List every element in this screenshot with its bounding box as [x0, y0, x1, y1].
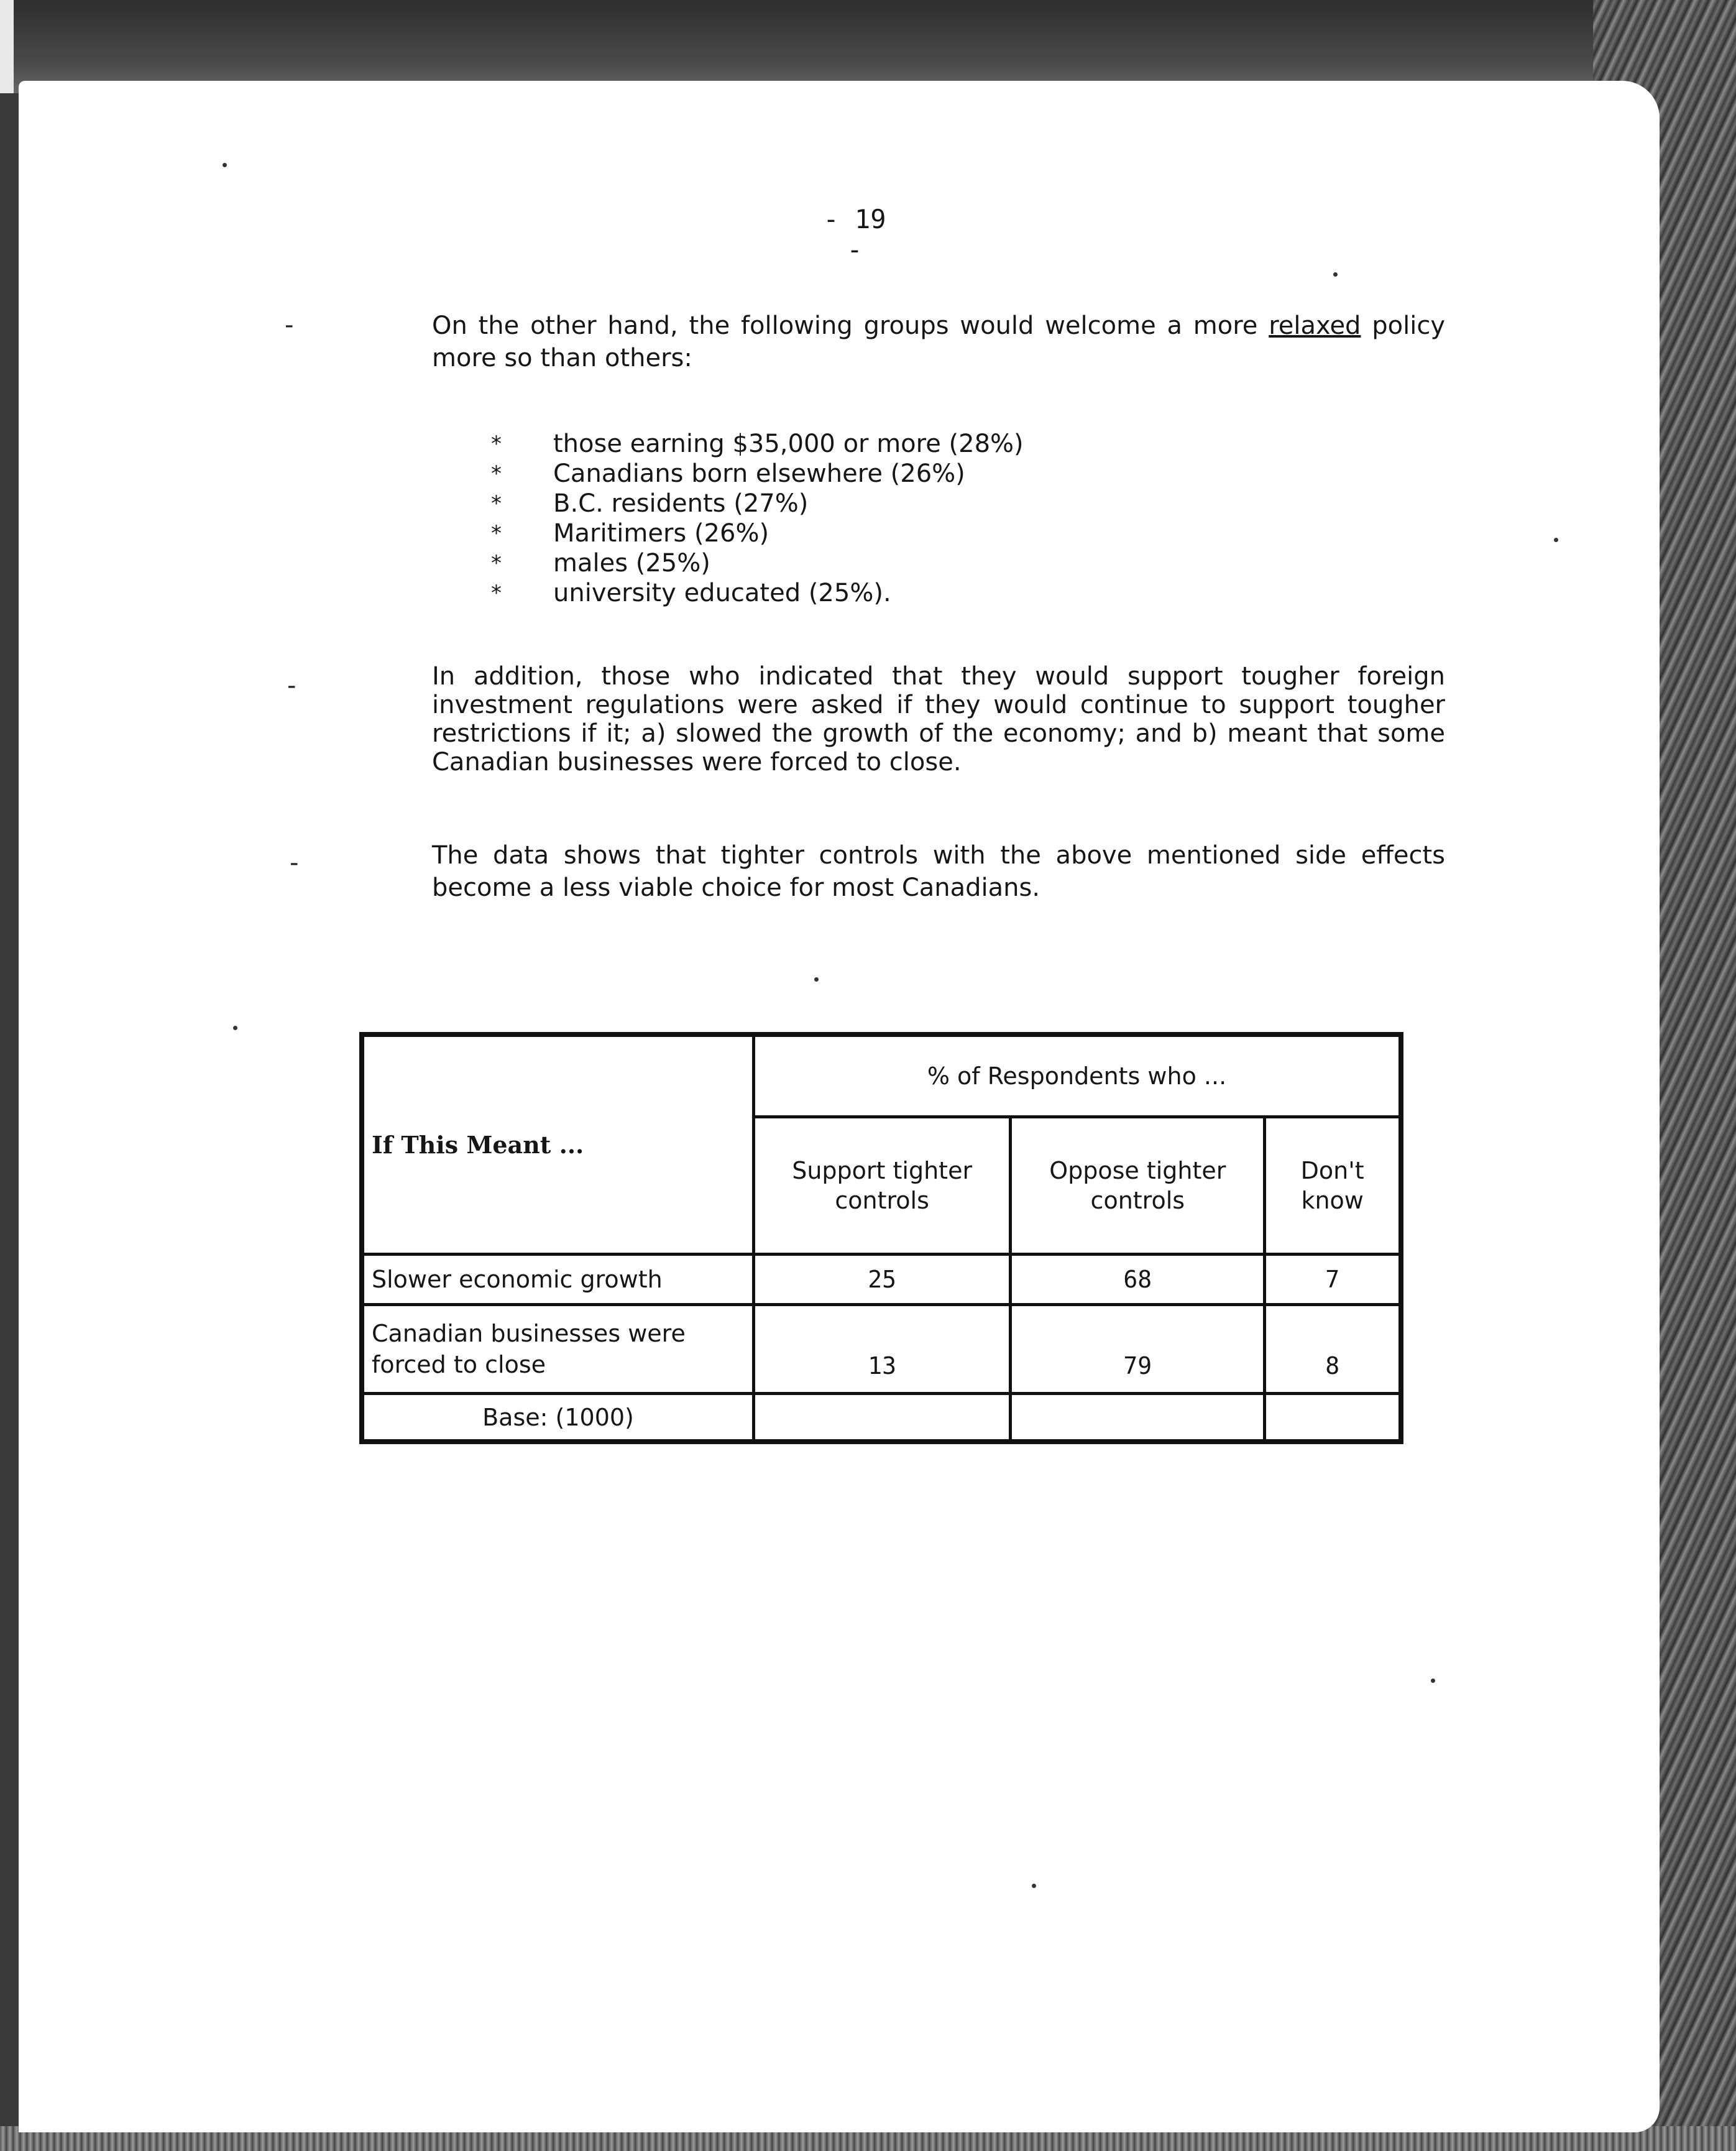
margin-mark: - [290, 849, 299, 877]
row-label: Slower economic growth [362, 1255, 754, 1305]
scan-speck [1032, 1884, 1036, 1888]
cell-dont-know: 8 [1265, 1305, 1401, 1394]
scan-border-left [0, 0, 14, 93]
cell-oppose: 79 [1011, 1305, 1265, 1394]
paragraph-conclusion: The data shows that tighter controls with the above mentioned side effects become a less viable choice for most Canadians. [432, 841, 1445, 902]
row-header: If This Meant ... [362, 1034, 754, 1255]
list-item [491, 489, 1024, 518]
bullet-marker: * [491, 431, 502, 456]
list-item [491, 548, 1024, 578]
cell-support: 13 [754, 1305, 1011, 1394]
scan-speck [1554, 538, 1558, 542]
cell-support: 25 [754, 1255, 1011, 1305]
base-label: Base: (1000) [362, 1394, 754, 1442]
bullet-marker: * [491, 521, 502, 546]
list-item [491, 518, 1024, 548]
empty-cell [1011, 1394, 1265, 1442]
list-item [491, 578, 1024, 608]
empty-cell [754, 1394, 1011, 1442]
bullet-marker: * [491, 581, 502, 606]
scan-speck [233, 1026, 237, 1030]
margin-mark: - [287, 671, 296, 700]
list-item [491, 459, 1024, 489]
group-header: % of Respondents who ... [754, 1034, 1402, 1117]
bullet-marker: * [491, 551, 502, 576]
cell-dont-know: 7 [1265, 1255, 1401, 1305]
table-base-row [362, 1394, 1401, 1442]
list-item-text: Maritimers (26%) [553, 519, 769, 548]
table-row [362, 1305, 1401, 1394]
list-item-text: B.C. residents (27%) [553, 489, 809, 518]
column-header-oppose: Oppose tighter controls [1011, 1117, 1265, 1255]
emphasis-relaxed: relaxed [1269, 311, 1361, 340]
empty-cell [1265, 1394, 1401, 1442]
table-row [362, 1255, 1401, 1305]
column-header-support: Support tighter controls [754, 1117, 1011, 1255]
scan-speck [223, 163, 227, 167]
scan-speck [1333, 272, 1338, 277]
paragraph-intro [432, 310, 1445, 374]
table-header-row [362, 1034, 1401, 1117]
row-label: Canadian businesses were forced to close [362, 1305, 754, 1394]
list-item-text: Canadians born elsewhere (26%) [553, 459, 965, 488]
page-number: - 19 - [823, 204, 886, 265]
bullet-marker: * [491, 461, 502, 486]
list-item [491, 429, 1024, 459]
cell-oppose: 68 [1011, 1255, 1265, 1305]
scan-speck [1431, 1679, 1435, 1683]
list-item-text: males (25%) [553, 549, 710, 578]
column-header-dont-know: Don't know [1265, 1117, 1401, 1255]
margin-mark: - [285, 311, 294, 339]
scan-border-top [0, 0, 1736, 93]
paragraph-intro-text: On the other hand, the following groups would welcome a more [432, 311, 1269, 340]
paragraph-intro-text-end: policy more so than others: [432, 311, 1445, 372]
list-item-text: university educated (25%). [553, 579, 891, 607]
bullet-marker: * [491, 491, 502, 516]
paragraph-addition: In addition, those who indicated that they would support tougher foreign investment regulations were asked if they would continue to support tougher restrictions if it; a) slowed the growth of the economy; and b) meant that some Canadian businesses were forced to close. [432, 662, 1445, 776]
bullet-list [491, 429, 1024, 608]
results-table [359, 1032, 1403, 1444]
list-item-text: those earning $35,000 or more (28%) [553, 430, 1024, 458]
scan-speck [814, 977, 819, 982]
